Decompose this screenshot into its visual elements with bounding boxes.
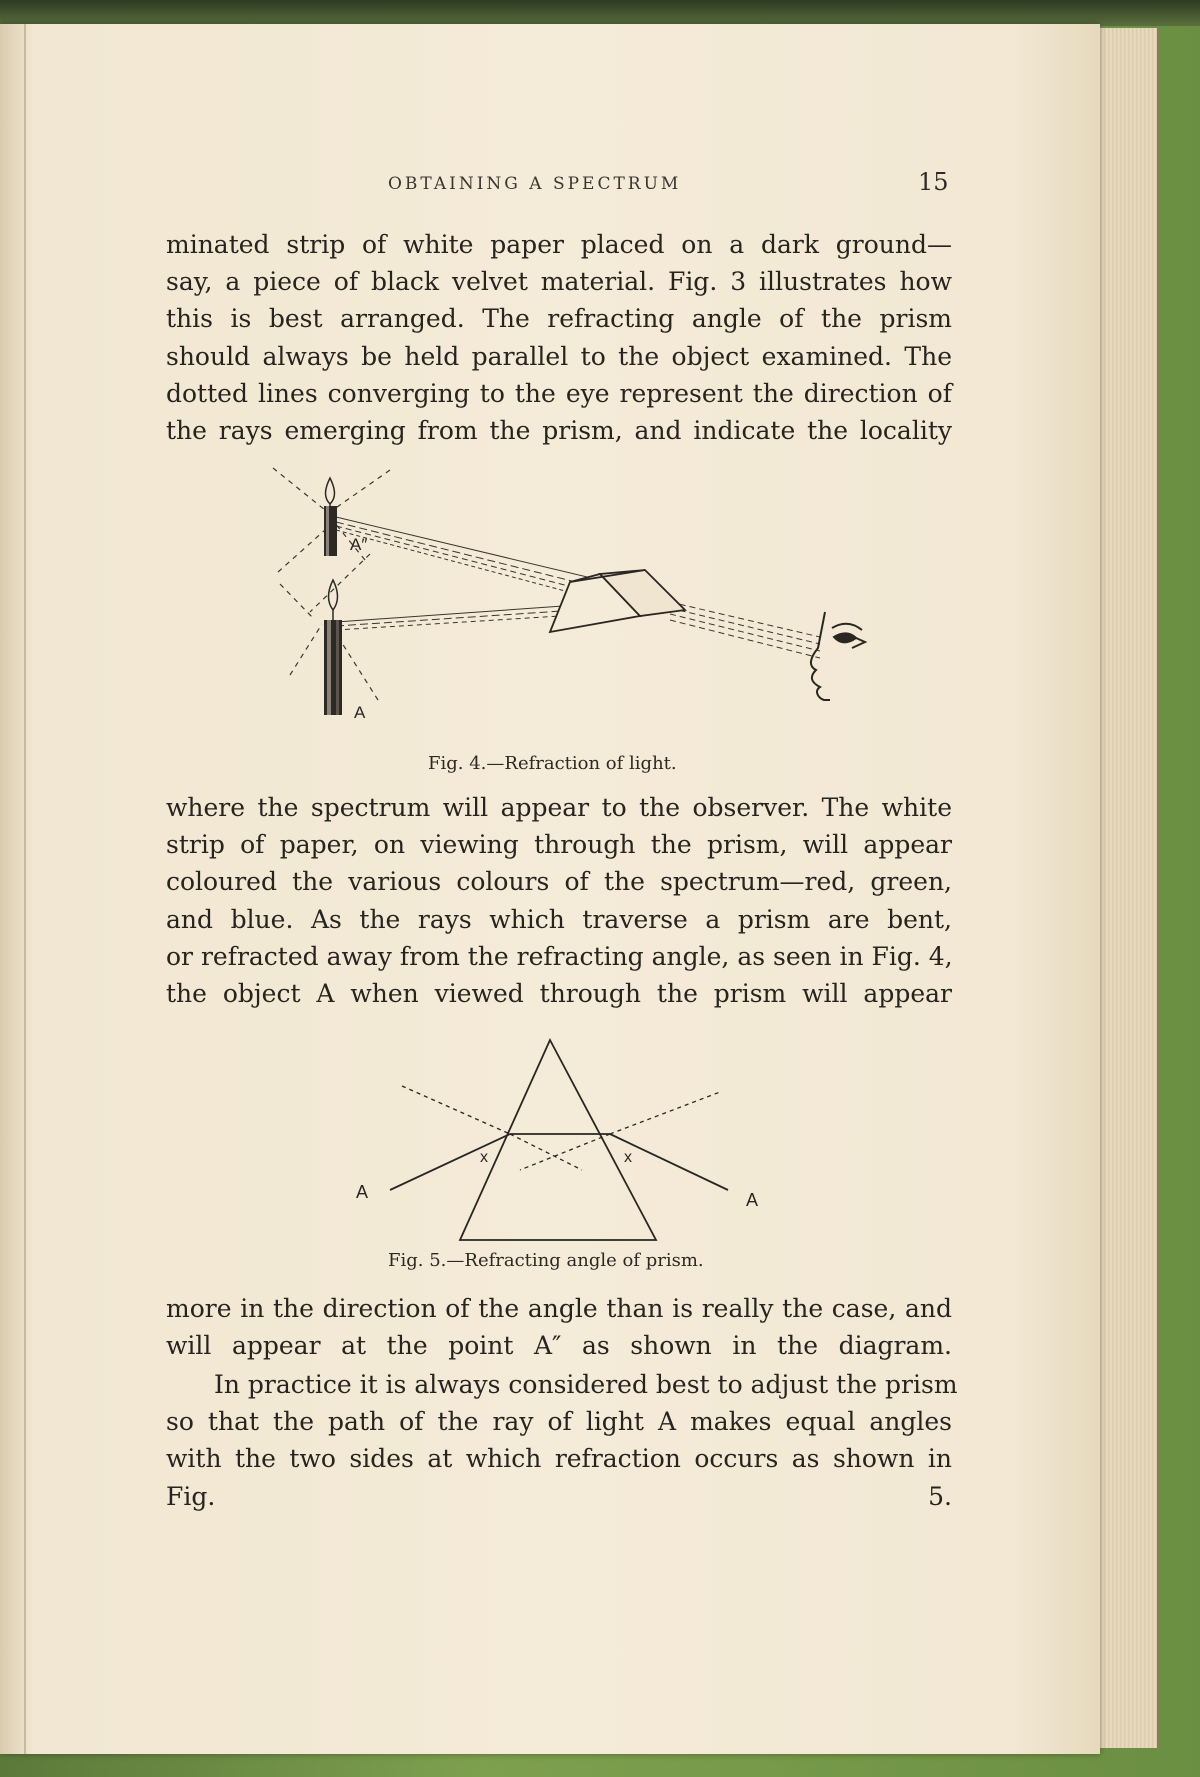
page-edges <box>1095 28 1159 1748</box>
text-line: say, a piece of black velvet material. Fig. 3 illustrates how <box>166 267 952 297</box>
figure-4-caption: Fig. 4.—Refraction of light. <box>428 753 677 774</box>
prism-drawing <box>550 570 685 632</box>
figure-4-refraction-diagram <box>250 462 890 750</box>
text-line: coloured the various colours of the spectrum—red, green, <box>166 867 952 897</box>
label-a-double-prime: A″ <box>350 535 368 554</box>
candle-image-a-double-prime <box>324 478 337 556</box>
text-line: dotted lines converging to the eye represent the direction of <box>166 378 952 408</box>
top-shadow <box>0 0 1200 26</box>
text-line: with the two sides at which refraction occurs as shown in <box>166 1444 952 1474</box>
text-line: where the spectrum will appear to the observer. The white <box>166 793 952 822</box>
text-line: this is best arranged. The refracting angle of the prism <box>166 304 952 334</box>
text-line: should always be held parallel to the object examined. The <box>166 341 952 371</box>
text-line: strip of paper, on viewing through the prism, will appear <box>166 830 952 860</box>
prism-triangle <box>460 1040 656 1240</box>
page-number: 15 <box>918 168 949 196</box>
paragraph-2 <box>166 789 952 1012</box>
figure-5-caption: Fig. 5.—Refracting angle of prism. <box>388 1250 704 1271</box>
angle-mark-right: x <box>624 1149 632 1166</box>
label-right-a: A <box>746 1190 759 1210</box>
text-line: the object A when viewed through the prism will appear <box>166 979 952 1009</box>
text-line: In practice it is always considered best to adjust the prism <box>214 1370 958 1399</box>
paragraph-1 <box>166 226 952 449</box>
label-left-a: A <box>356 1182 369 1202</box>
observer-face <box>811 612 865 700</box>
text-line: or refracted away from the refracting angle, as seen in Fig. 4, <box>166 941 953 971</box>
figure-5-prism-angle-diagram <box>350 1030 790 1250</box>
text-line: Fig. 5. <box>166 1481 952 1511</box>
paragraph-3 <box>166 1290 952 1364</box>
text-line: minated strip of white paper placed on a dark ground— <box>166 230 952 259</box>
text-line: so that the path of the ray of light A makes equal angles <box>166 1407 952 1437</box>
angle-mark-left: x <box>480 1149 488 1166</box>
text-line: more in the direction of the angle than is really the case, and <box>166 1294 952 1323</box>
text-line: and blue. As the rays which traverse a prism are bent, <box>166 904 952 934</box>
candle-a <box>324 580 342 715</box>
paragraph-4 <box>166 1366 958 1515</box>
text-line: the rays emerging from the prism, and indicate the locality <box>166 416 952 446</box>
label-a: A <box>354 703 366 722</box>
gutter-line <box>24 24 26 1754</box>
text-line: will appear at the point A″ as shown in the diagram. <box>166 1331 952 1361</box>
running-head: OBTAINING A SPECTRUM <box>388 174 682 194</box>
